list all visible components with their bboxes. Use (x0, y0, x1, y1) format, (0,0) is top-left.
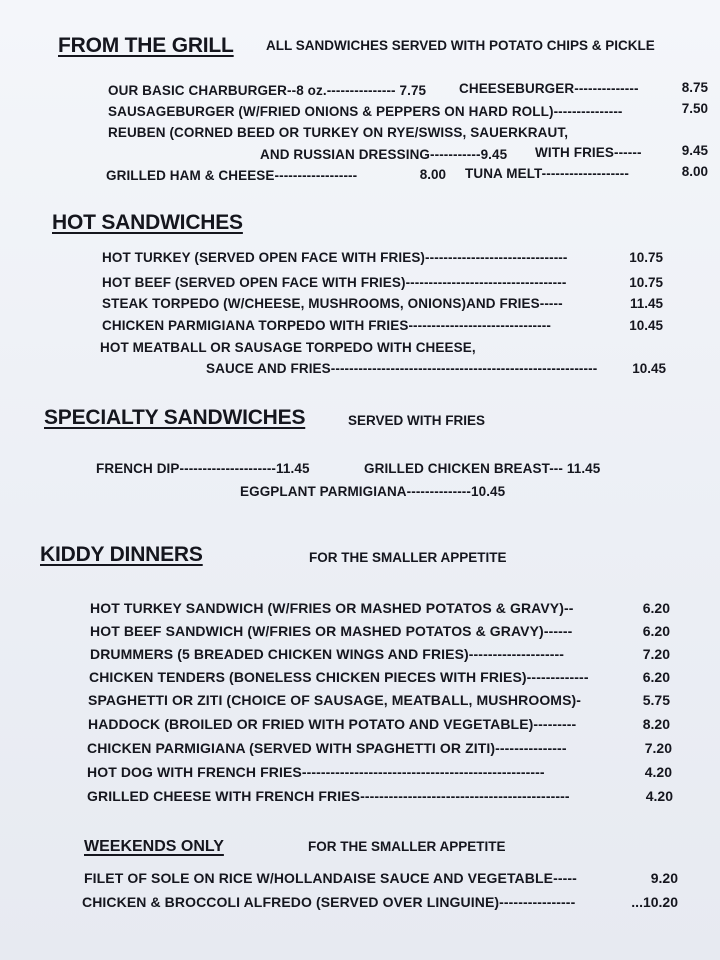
menu-item-reuben-fries: WITH FRIES------ (535, 145, 642, 160)
menu-item-chicken-parm-torpedo: CHICKEN PARMIGIANA TORPEDO WITH FRIES------------------------------- (102, 318, 551, 333)
menu-item-sausageburger: SAUSAGEBURGER (W/FRIED ONIONS & PEPPERS ON HARD ROLL)--------------- (108, 104, 623, 119)
section-heading-hot-sandwiches: HOT SANDWICHES (52, 211, 243, 234)
menu-item-hot-turkey: HOT TURKEY (SERVED OPEN FACE WITH FRIES)------------------------------- (102, 250, 568, 265)
menu-price-kiddy-grilled-cheese: 4.20 (645, 788, 673, 804)
menu-item-kiddy-grilled-cheese: GRILLED CHEESE WITH FRENCH FRIES-------------------------------------------- (87, 788, 570, 804)
menu-item-meatball-torpedo-cont: SAUCE AND FRIES---------------------------------------------------------- (206, 361, 598, 376)
menu-price-kiddy-hot-dog: 4.20 (644, 764, 672, 780)
menu-item-ham-cheese: GRILLED HAM & CHEESE------------------ (106, 168, 358, 183)
section-heading-weekends: WEEKENDS ONLY (84, 838, 224, 855)
menu-price-sausageburger: 7.50 (681, 101, 708, 116)
section-subheading-kiddy: FOR THE SMALLER APPETITE (309, 550, 507, 565)
menu-item-eggplant-parm: EGGPLANT PARMIGIANA--------------10.45 (240, 484, 506, 499)
menu-price-hot-turkey: 10.75 (629, 250, 663, 265)
menu-item-cheeseburger: CHEESEBURGER-------------- (459, 81, 639, 96)
menu-item-meatball-torpedo: HOT MEATBALL OR SAUSAGE TORPEDO WITH CHEESE, (100, 340, 476, 355)
menu-item-reuben: REUBEN (CORNED BEED OR TURKEY ON RYE/SWISS, SAUERKRAUT, (108, 125, 569, 140)
menu-price-kiddy-hot-turkey: 6.20 (642, 600, 670, 616)
menu-item-kiddy-chicken-tenders: CHICKEN TENDERS (BONELESS CHICKEN PIECES WITH FRIES)------------- (89, 669, 589, 685)
menu-price-hot-beef: 10.75 (629, 275, 663, 290)
menu-item-kiddy-chicken-parm: CHICKEN PARMIGIANA (SERVED WITH SPAGHETTI OR ZITI)--------------- (87, 740, 567, 756)
menu-price-kiddy-hot-beef: 6.20 (642, 623, 670, 639)
menu-price-kiddy-drummers: 7.20 (642, 646, 670, 662)
menu-item-grilled-chicken: GRILLED CHICKEN BREAST--- 11.45 (364, 461, 601, 476)
menu-item-hot-beef: HOT BEEF (SERVED OPEN FACE WITH FRIES)----------------------------------- (102, 275, 567, 290)
menu-price-cheeseburger: 8.75 (681, 80, 708, 95)
menu-item-weekend-sole: FILET OF SOLE ON RICE W/HOLLANDAISE SAUCE AND VEGETABLE----- (84, 870, 577, 886)
section-heading-grill: FROM THE GRILL (58, 34, 234, 57)
menu-item-steak-torpedo: STEAK TORPEDO (W/CHEESE, MUSHROOMS, ONIONS)AND FRIES----- (102, 296, 563, 311)
section-heading-specialty: SPECIALTY SANDWICHES (44, 406, 306, 429)
menu-price-reuben-fries: 9.45 (681, 143, 708, 158)
menu-item-weekend-alfredo: CHICKEN & BROCCOLI ALFREDO (SERVED OVER LINGUINE)---------------- (82, 894, 576, 910)
section-subheading-grill: ALL SANDWICHES SERVED WITH POTATO CHIPS & PICKLE (266, 38, 655, 53)
menu-price-steak-torpedo: 11.45 (629, 296, 663, 311)
menu-item-kiddy-drummers: DRUMMERS (5 BREADED CHICKEN WINGS AND FRIES)-------------------- (90, 646, 565, 662)
menu-item-kiddy-spaghetti: SPAGHETTI OR ZITI (CHOICE OF SAUSAGE, MEATBALL, MUSHROOMS)- (88, 692, 582, 708)
menu-price-weekend-alfredo: ...10.20 (631, 894, 678, 910)
section-subheading-specialty: SERVED WITH FRIES (348, 413, 486, 428)
menu-price-tuna-melt: 8.00 (681, 164, 708, 179)
menu-price-ham-cheese: 8.00 (419, 167, 446, 182)
menu-item-kiddy-haddock: HADDOCK (BROILED OR FRIED WITH POTATO AND VEGETABLE)--------- (88, 716, 577, 732)
menu-item-charburger: OUR BASIC CHARBURGER--8 oz.--------------- 7.75 (108, 83, 427, 98)
menu-item-french-dip: FRENCH DIP---------------------11.45 (96, 461, 310, 476)
menu-item-reuben-cont: AND RUSSIAN DRESSING-----------9.45 (260, 147, 508, 162)
menu-item-kiddy-hot-turkey: HOT TURKEY SANDWICH (W/FRIES OR MASHED POTATOS & GRAVY)-- (90, 600, 574, 616)
menu-item-kiddy-hot-beef: HOT BEEF SANDWICH (W/FRIES OR MASHED POTATOS & GRAVY)------ (90, 623, 573, 639)
menu-item-tuna-melt: TUNA MELT------------------- (465, 166, 629, 181)
menu-item-kiddy-hot-dog: HOT DOG WITH FRENCH FRIES--------------------------------------------------- (87, 764, 545, 780)
section-subheading-weekends: FOR THE SMALLER APPETITE (308, 839, 506, 854)
menu-price-kiddy-chicken-tenders: 6.20 (642, 669, 670, 685)
section-heading-kiddy: KIDDY DINNERS (40, 543, 203, 566)
menu-price-chicken-parm-torpedo: 10.45 (629, 318, 663, 333)
menu-price-meatball-torpedo: 10.45 (632, 361, 666, 376)
menu-price-kiddy-chicken-parm: 7.20 (644, 740, 672, 756)
menu-price-weekend-sole: 9.20 (650, 870, 678, 886)
menu-price-kiddy-haddock: 8.20 (642, 716, 670, 732)
menu-price-kiddy-spaghetti: 5.75 (642, 692, 670, 708)
